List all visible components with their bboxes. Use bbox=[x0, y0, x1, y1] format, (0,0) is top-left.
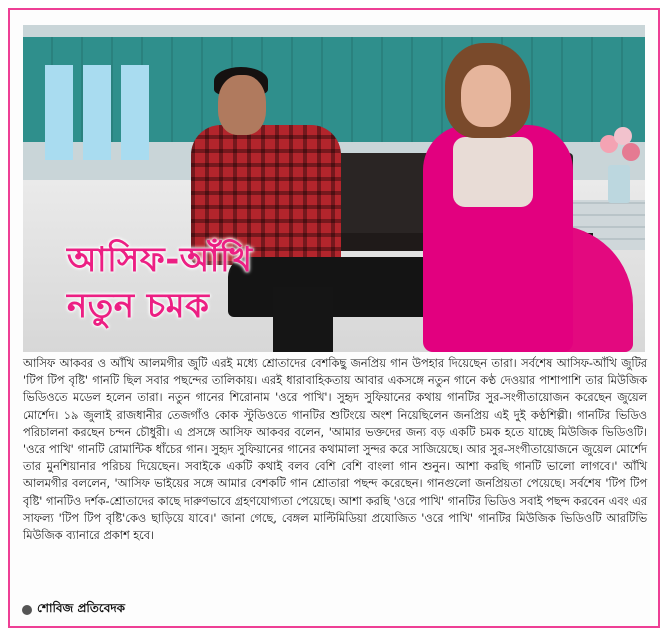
headline-line-1: আসিফ-আঁখি bbox=[67, 240, 253, 280]
singer-female-face bbox=[461, 65, 511, 127]
studio-window bbox=[45, 65, 73, 160]
article-body bbox=[23, 355, 647, 544]
studio-window bbox=[121, 65, 149, 160]
article-paragraph: আসিফ আকবর ও আঁখি আলমগীর জুটি এরই মধ্যে শ্রোতাদের বেশকিছু জনপ্রিয় গান উপহার দিয়েছেন তারা। সর্বশেষ আসিফ-আঁখি জুটির 'টিপ টিপ বৃষ্টি' গানটি ছিল সবার পছন্দের তালিকায়। এরই ধারাবাহিকতায় আবার একসঙ্গে নতুন গানে কণ্ঠ দেওয়ার পাশাপাশি তার মিউজিক ভিডিওতে মডেল হলেন তারা। নতুন গানের শিরোনাম 'ওরে পাখি'। সুহৃদ সুফিয়ানের কথায় গানটির সুর-সংগীতায়োজন করেছেন জুয়েল মোর্শেদ। ১৯ জুলাই রাজধানীর তেজগাঁও কোক স্টুডিওতে গানটির শুটিংয়ে অংশ নিয়েছিলেন জনপ্রিয় এই দুই কণ্ঠশিল্পী। গানটির ভিডিও পরিচালনা করছেন চন্দন চৌধুরী। এ প্রসঙ্গে আসিফ আকবর বলেন, 'আমার ভক্তদের জন্য বড় একটি চমক হতে যাচ্ছে মিউজিক ভিডিওটি। 'ওরে পাখি' গানটি রোমান্টিক ধাঁচের গান। সুহৃদ সুফিয়ানের গানের কথামালা সুন্দর করে সাজিয়েছে। আর সুর-সংগীতায়োজনে জুয়েল মোর্শেদ তার মুনশিয়ানার পরিচয় দিয়েছেন। সবাইকে একটি কথাই বলব বেশি বেশি বাংলা গান শুনুন। আশা করছি গানটি ভালো লাগবে।' আঁখি আলমগীর বললেন, 'আসিফ ভাইয়ের সঙ্গে আমার বেশকটি গান শ্রোতারা পছন্দ করেছেন। গানগুলো জনপ্রিয়তা পেয়েছে। সর্বশেষ 'টিপ টিপ বৃষ্টি' গানটিও দর্শক-শ্রোতাদের কাছে দারুণভাবে গ্রহণযোগ্যতা পেয়েছে। আশা করছি 'ওরে পাখি' গানটির ভিডিও সবাই পছন্দ করবেন এবং এর সাফল্য 'টিপ টিপ বৃষ্টি'কেও ছাড়িয়ে যাবে।' জানা গেছে, বেঙ্গল মাল্টিমিডিয়া প্রযোজিত 'ওরে পাখি' গানটির মিউজিক ভিডিওটি আরটিভি মিউজিক ব্যানারে প্রকাশ হবে। bbox=[23, 357, 647, 543]
byline bbox=[22, 600, 125, 620]
singer-male-face bbox=[218, 75, 266, 135]
headline bbox=[67, 237, 253, 329]
bullet-icon bbox=[22, 605, 32, 615]
singer-female-top bbox=[453, 137, 533, 207]
byline-text: শোবিজ প্রতিবেদক bbox=[37, 601, 126, 615]
article-photo bbox=[23, 25, 645, 352]
studio-window bbox=[83, 65, 111, 160]
studio-wall-panel bbox=[23, 37, 645, 142]
news-clipping bbox=[8, 8, 660, 628]
flower-vase bbox=[598, 125, 640, 205]
headline-line-2: নতুন চমক bbox=[67, 286, 210, 326]
singer-male-leg bbox=[273, 287, 333, 352]
